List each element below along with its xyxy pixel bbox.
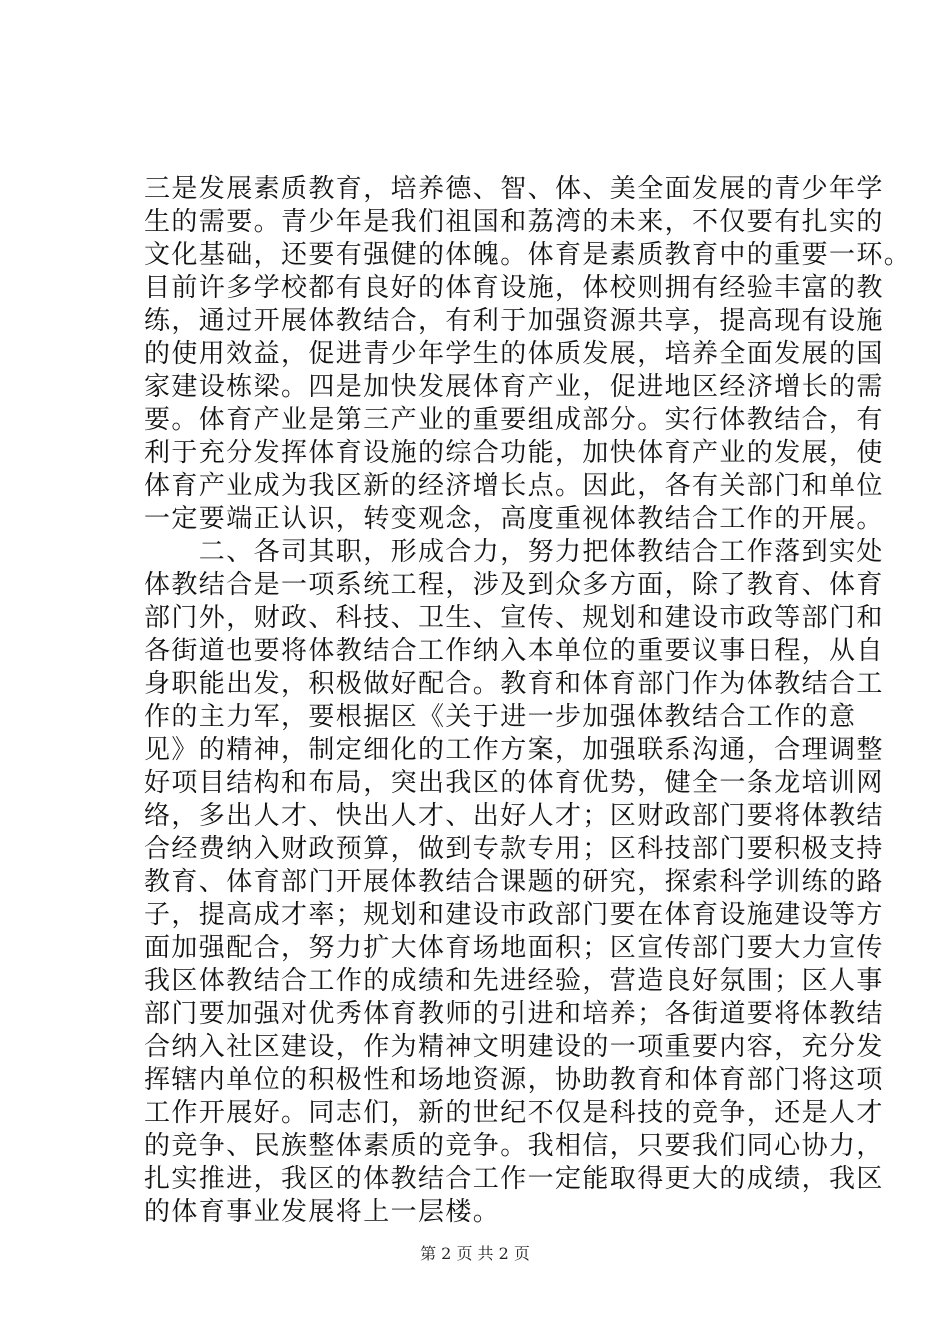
page-number-footer: 第 2 页 共 2 页: [420, 1244, 530, 1263]
text-line: 家建设栋梁。四是加快发展体育产业，促进地区经济增长的需: [144, 372, 884, 402]
text-line: 我区体教结合工作的成绩和先进经验，营造良好氛围；区人事: [144, 966, 884, 996]
text-line: 挥辖内单位的积极性和场地资源，协助教育和体育部门将这项: [144, 1065, 884, 1095]
text-line: 生的需要。青少年是我们祖国和荔湾的未来，不仅要有扎实的: [144, 207, 884, 237]
text-line: 扎实推进，我区的体教结合工作一定能取得更大的成绩，我区: [144, 1164, 884, 1194]
text-line: 子，提高成才率；规划和建设市政部门要在体育设施建设等方: [144, 900, 884, 930]
text-line: 目前许多学校都有良好的体育设施，体校则拥有经验丰富的教: [144, 273, 884, 303]
text-line: 的体育事业发展将上一层楼。: [144, 1197, 501, 1227]
text-line: 身职能出发，积极做好配合。教育和体育部门作为体教结合工: [144, 669, 884, 699]
section-heading-line: 二、各司其职，形成合力，努力把体教结合工作落到实处: [144, 537, 884, 567]
text-line: 合纳入社区建设，作为精神文明建设的一项重要内容，充分发: [144, 1032, 884, 1062]
text-line: 作的主力军，要根据区《关于进一步加强体教结合工作的意: [144, 702, 857, 732]
text-line: 要。体育产业是第三产业的重要组成部分。实行体教结合，有: [144, 405, 884, 435]
text-line: 练，通过开展体教结合，有利于加强资源共享，提高现有设施: [144, 306, 884, 336]
text-line: 体教结合是一项系统工程，涉及到众多方面，除了教育、体育: [144, 570, 884, 600]
text-line: 面加强配合，努力扩大体育场地面积；区宣传部门要大力宣传: [144, 933, 884, 963]
text-line: 的竞争、民族整体素质的竞争。我相信，只要我们同心协力，: [144, 1131, 884, 1161]
text-line: 见》的精神，制定细化的工作方案，加强联系沟通，合理调整: [144, 735, 884, 765]
text-line: 三是发展素质教育，培养德、智、体、美全面发展的青少年学: [144, 174, 884, 204]
text-line: 合经费纳入财政预算，做到专款专用；区科技部门要积极支持: [144, 834, 884, 864]
text-line: 的使用效益，促进青少年学生的体质发展，培养全面发展的国: [144, 339, 884, 369]
text-line: 利于充分发挥体育设施的综合功能，加快体育产业的发展，使: [144, 438, 884, 468]
document-body: [144, 173, 912, 1229]
text-line: 部门要加强对优秀体育教师的引进和培养；各街道要将体教结: [144, 999, 884, 1029]
text-line: 各街道也要将体教结合工作纳入本单位的重要议事日程，从自: [144, 636, 884, 666]
text-line: 文化基础，还要有强健的体魄。体育是素质教育中的重要一环。: [144, 240, 912, 270]
text-line: 一定要端正认识，转变观念，高度重视体教结合工作的开展。: [144, 504, 884, 534]
text-line: 络，多出人才、快出人才、出好人才；区财政部门要将体教结: [144, 801, 884, 831]
text-line: 体育产业成为我区新的经济增长点。因此，各有关部门和单位: [144, 471, 884, 501]
text-line: 部门外，财政、科技、卫生、宣传、规划和建设市政等部门和: [144, 603, 884, 633]
text-line: 好项目结构和布局，突出我区的体育优势，健全一条龙培训网: [144, 768, 884, 798]
text-line: 工作开展好。同志们，新的世纪不仅是科技的竞争，还是人才: [144, 1098, 884, 1128]
text-line: 教育、体育部门开展体教结合课题的研究，探索科学训练的路: [144, 867, 884, 897]
